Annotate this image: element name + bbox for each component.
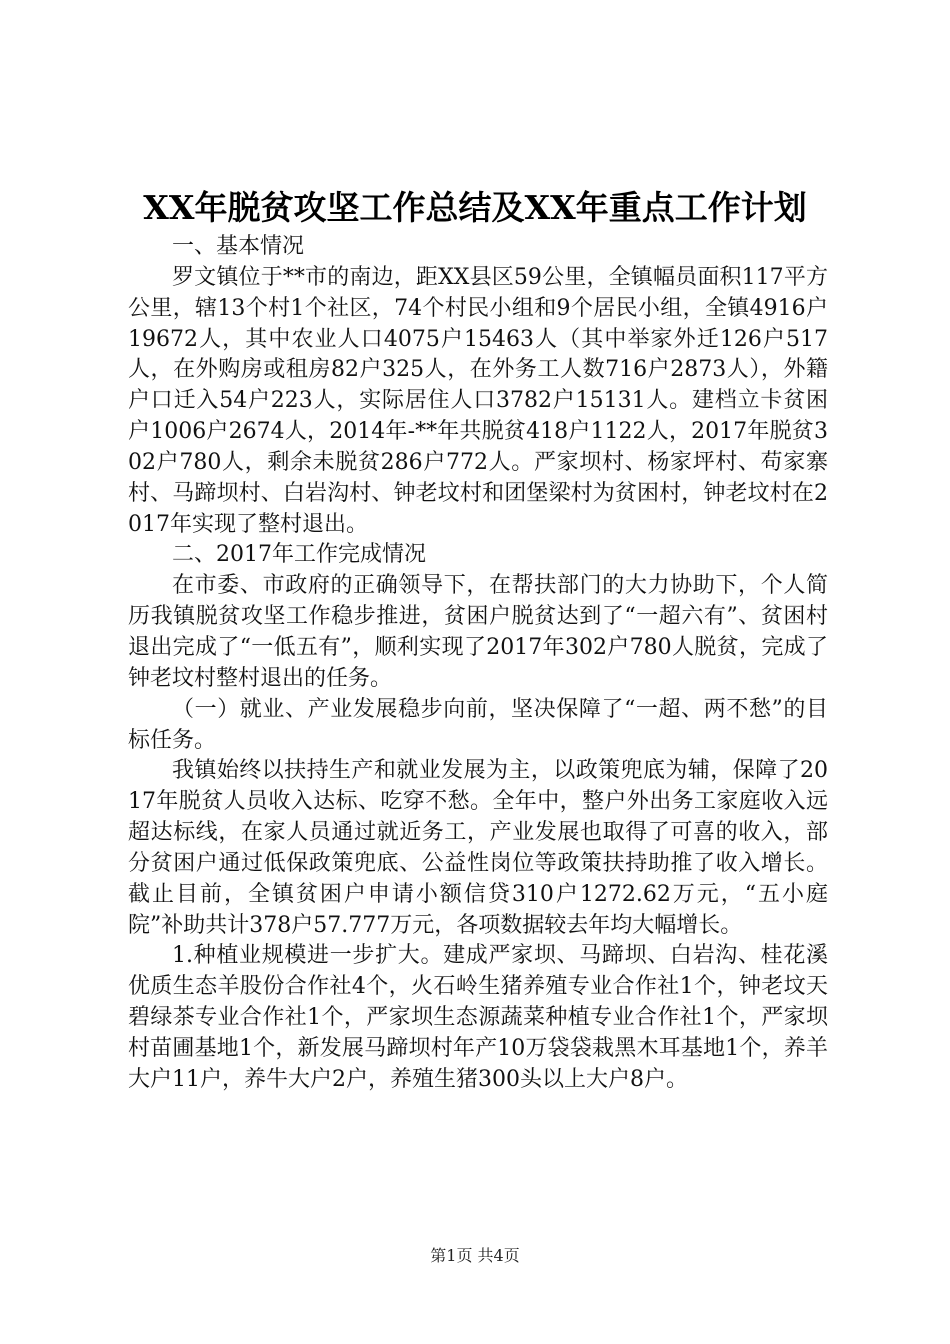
section-heading-2017-work: 二、2017年工作完成情况 — [172, 542, 426, 568]
paragraph-employment-details: 我镇始终以扶持生产和就业发展为主，以政策兜底为辅，保障了2017年脱贫人员收入达标、吃穿不愁。全年中，整户外出务工家庭收入远超达标线，在家人员通过就近务工，产业发展也取得了可喜的收入，部分贫困户通过低保政策兜底、公益性岗位等政策扶持助推了收入增长。截止目前，全镇贫困户申请小额信贷310户1272.62万元，“五小庭院”补助共计378户57.777万元，各项数据较去年均大幅增长。 — [128, 758, 828, 938]
subsection-heading-employment: （一）就业、产业发展稳步向前，坚决保障了“一超、两不愁”的目标任务。 — [128, 696, 828, 753]
page-footer: 第1页 共4页 — [430, 1246, 520, 1265]
paragraph-2017-summary: 在市委、市政府的正确领导下，在帮扶部门的大力协助下，个人简历我镇脱贫攻坚工作稳步推进，贫困户脱贫达到了“一超六有”、贫困村退出完成了“一低五有”，顺利实现了2017年302户780人脱贫，完成了钟老坟村整村退出的任务。 — [128, 573, 828, 691]
section-heading-basic-situation: 一、基本情况 — [172, 234, 305, 259]
document-title: XX年脱贫攻坚工作总结及XX年重点工作计划 — [143, 188, 807, 227]
paragraph-planting-scale: 1.种植业规模进一步扩大。建成严家坝、马蹄坝、白岩沟、桂花溪优质生态羊股份合作社4个，火石岭生猪养殖专业合作社1个，钟老坟天碧绿茶专业合作社1个，严家坝生态源蔬菜种植专业合作社1个，严家坝村苗圃基地1个，新发展马蹄坝村年产10万袋袋栽黑木耳基地1个，养羊大户11户，养牛大户2户，养殖生猪300头以上大户8户。 — [128, 943, 828, 1092]
document-body — [128, 232, 828, 1096]
paragraph-town-overview: 罗文镇位于**市的南边，距XX县区59公里，全镇幅员面积117平方公里，辖13个村1个社区，74个村民小组和9个居民小组，全镇4916户19672人，其中农业人口4075户15463人（其中举家外迁126户517人，在外购房或租房82户325人，在外务工人数716户2873人），外籍户口迁入54户223人，实际居住人口3782户15131人。建档立卡贫困户1006户2674人，2014年-**年共脱贫418户1122人，2017年脱贫302户780人，剩余未脱贫286户772人。严家坝村、杨家坪村、苟家寨村、马蹄坝村、白岩沟村、钟老坟村和团堡梁村为贫困村，钟老坟村在2017年实现了整村退出。 — [128, 264, 828, 537]
